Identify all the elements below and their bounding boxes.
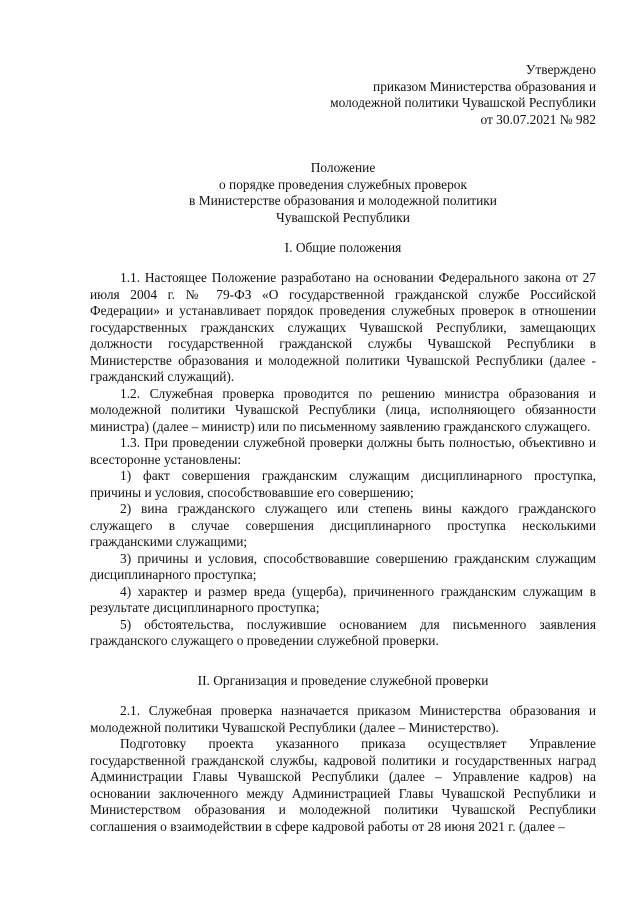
approval-stamp	[236, 62, 596, 128]
paragraph-2-2: Подготовку проекта указанного приказа осуществляет Управление государственной гражданской службы, кадровой политики и государственных наград Администрации Главы Чувашской Республики (далее – Управление кадров) на основании заключенного между Администрацией Главы Чувашской Республики и Министерством образования и молодежной политики Чувашской Республики соглашения о взаимодействии в сфере кадровой работы от 28 июня 2021 г. (далее –	[90, 736, 596, 834]
title-line-1: Положение	[310, 160, 376, 175]
title-line-3: в Министерстве образования и молодежной политики	[189, 193, 497, 208]
section-2-heading: II. Организация и проведение служебной проверки	[197, 673, 489, 688]
approval-line-1: Утверждено	[525, 62, 596, 77]
list-item-1: 1) факт совершения гражданским служащим дисциплинарного проступка, причины и условия, способствовавшие его совершению;	[90, 468, 596, 500]
title-line-2: о порядке проведения служебных проверок	[218, 176, 468, 192]
list-item-5: 5) обстоятельства, послужившие основанием для письменного заявления гражданского служащего о проведении служебной проверки.	[90, 616, 596, 648]
paragraph-1-1: 1.1. Настоящее Положение разработано на основании Федерального закона от 27 июля 2004 г. № 79-ФЗ «О государственной гражданской службе Российской Федерации» и устанавливает порядок проведения служебных проверок в отношении государственных гражданских служащих Чувашской Республики, замещающих должности государственной гражданской службы Чувашской Республики в Министерстве образования и молодежной политики Чувашской Республики (далее - гражданский служащий).	[90, 270, 596, 384]
list-item-3: 3) причины и условия, способствовавшие совершению гражданским служащим дисциплинарного проступка;	[90, 550, 596, 582]
title-line-4: Чувашской Республики	[276, 209, 410, 225]
approval-line-3: молодежной политики Чувашской Республики	[330, 95, 596, 110]
list-item-2: 2) вина гражданского служащего или степень вины каждого гражданского служащего в случае совершения дисциплинарного проступка несколькими гражданскими служащими;	[90, 501, 596, 549]
list-item-4: 4) характер и размер вреда (ущерба), причиненного гражданским служащим в результате дисциплинарного проступка;	[90, 583, 596, 615]
section-1-heading: I. Общие положения	[284, 240, 402, 255]
section-2-body	[90, 703, 596, 835]
paragraph-1-3: 1.3. При проведении служебной проверки должны быть полностью, объективно и всесторонне установлены:	[90, 435, 596, 467]
paragraph-2-1: 2.1. Служебная проверка назначается приказом Министерства образования и молодежной политики Чувашской Республики (далее – Министерство).	[90, 703, 596, 735]
approval-line-2: приказом Министерства образования и	[373, 78, 596, 94]
paragraph-1-2: 1.2. Служебная проверка проводится по решению министра образования и молодежной политики Чувашской Республики (лица, исполняющего обязанности министра) (далее – министр) или по письменному заявлению гражданского служащего.	[90, 385, 596, 434]
document-title	[90, 160, 596, 226]
approval-line-4: от 30.07.2021 № 982	[480, 111, 596, 127]
section-1-body	[90, 270, 596, 650]
